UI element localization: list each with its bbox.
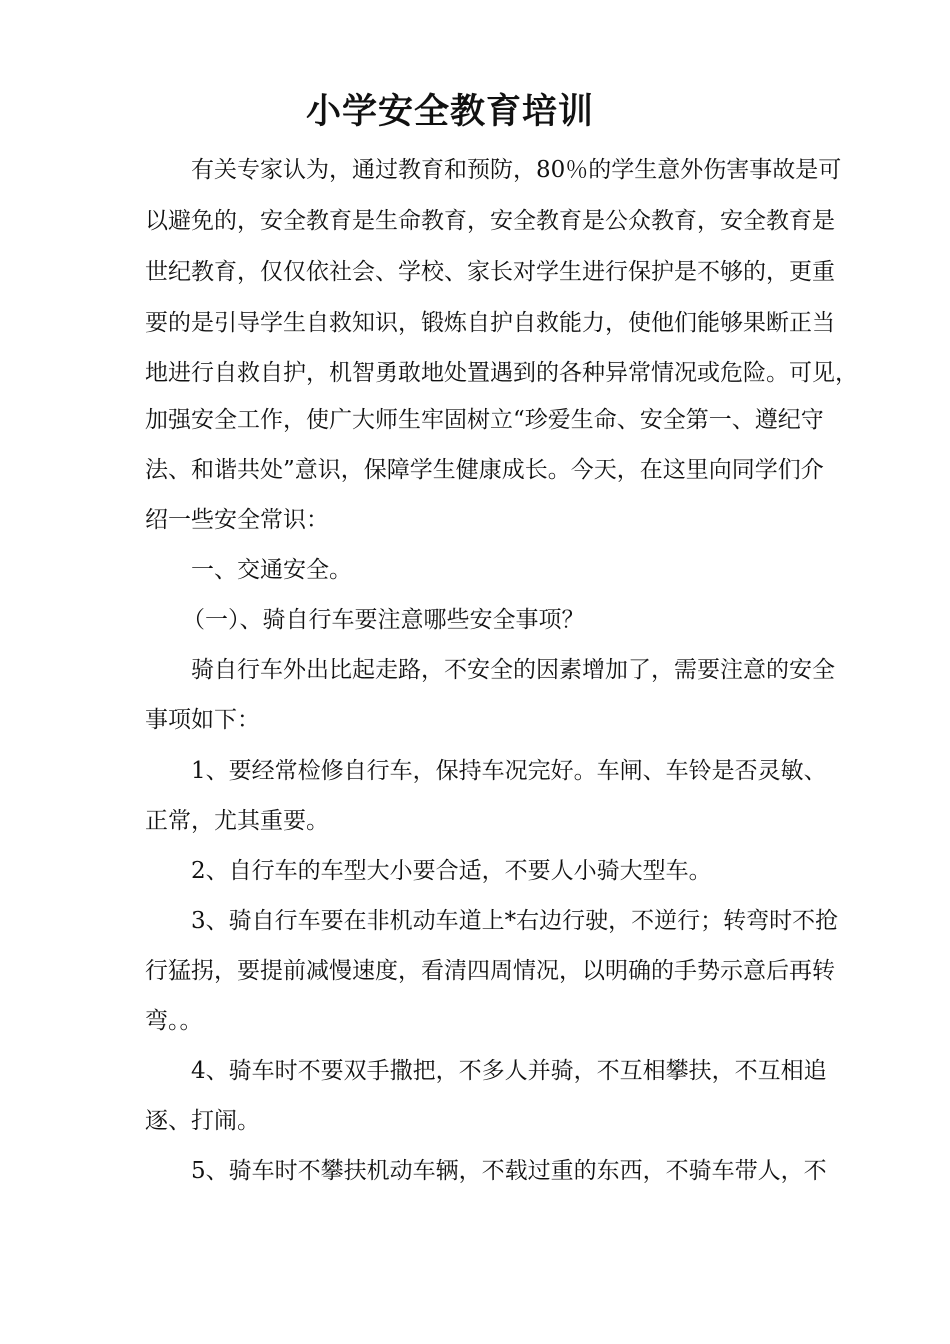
- list-item-line: 4、骑车时不要双手撒把，不多人并骑，不互相攀扶，不互相追: [191, 1058, 827, 1084]
- list-item-line: 1、要经常检修自行车，保持车况完好。车闸、车铃是否灵敏、: [191, 758, 827, 784]
- list-item-line: 2、自行车的车型大小要合适，不要人小骑大型车。: [191, 858, 712, 884]
- list-item-line: 正常，尤其重要。: [145, 808, 329, 834]
- paragraph-line: 以避免的，安全教育是生命教育，安全教育是公众教育，安全教育是: [145, 208, 835, 234]
- paragraph-line: 地进行自救自护，机智勇敢地处置遇到的各种异常情况或危险。可见，: [145, 360, 858, 386]
- list-item-line: 3、骑自行车要在非机动车道上*右边行驶，不逆行；转弯时不抢: [191, 908, 839, 934]
- paragraph-line: 要的是引导学生自救知识，锻炼自护自救能力，使他们能够果断正当: [145, 310, 835, 336]
- section-heading: 一、交通安全。: [191, 557, 352, 583]
- paragraph-line: 法、和谐共处”意识，保障学生健康成长。今天，在这里向同学们介: [145, 457, 824, 483]
- paragraph-line: 事项如下：: [145, 707, 260, 733]
- document-title: 小学安全教育培训: [305, 91, 594, 132]
- paragraph-line: 有关专家认为，通过教育和预防，80％的学生意外伤害事故是可: [191, 157, 842, 183]
- paragraph-line: 绍一些安全常识：: [145, 507, 329, 533]
- paragraph-line: 世纪教育，仅仅依社会、学校、家长对学生进行保护是不够的，更重: [145, 259, 835, 285]
- list-item-line: 行猛拐，要提前减慢速度，看清四周情况，以明确的手势示意后再转: [145, 958, 835, 984]
- list-item-line: 弯。。: [145, 1008, 203, 1034]
- list-item-line: 逐、打闹。: [145, 1108, 260, 1134]
- paragraph-line: 骑自行车外出比起走路，不安全的因素增加了，需要注意的安全: [191, 657, 835, 683]
- list-item-line: 5、骑车时不攀扶机动车辆，不载过重的东西，不骑车带人，不: [191, 1158, 827, 1184]
- subsection-heading: （一）、骑自行车要注意哪些安全事项？: [182, 607, 585, 633]
- paragraph-line: 加强安全工作，使广大师生牢固树立“珍爱生命、安全第一、遵纪守: [145, 407, 824, 433]
